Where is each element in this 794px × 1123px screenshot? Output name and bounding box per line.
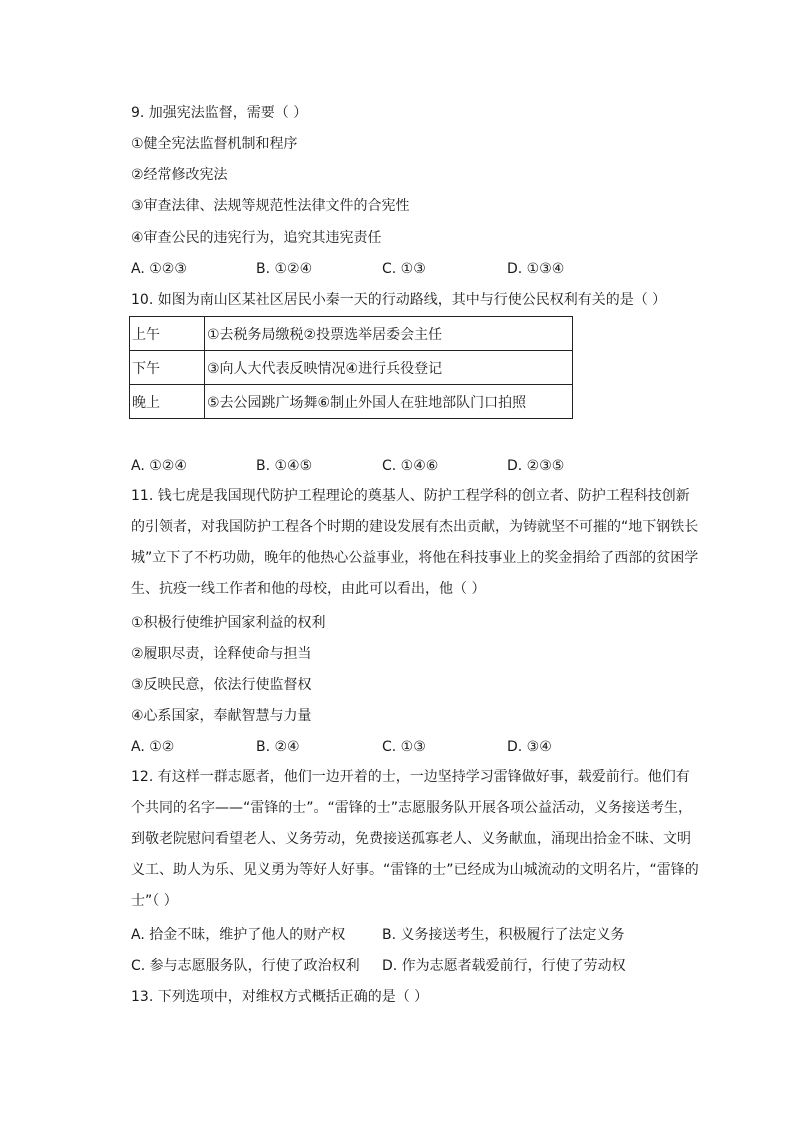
q10-option-b: B. ①④⑤: [256, 458, 313, 474]
table-row: [130, 351, 573, 385]
table-row: [130, 385, 573, 419]
q9-option-a: A. ①②③: [131, 261, 187, 277]
q13-stem: 13. 下列选项中，对维权方式概括正确的是（ ）: [131, 989, 429, 1005]
q11-item-2: ②履职尽责，诠释使命与担当: [131, 646, 312, 662]
q11-item-1: ①积极行使维护国家利益的权利: [131, 615, 326, 631]
time-cell: 晚上: [130, 385, 205, 419]
q11-stem: 11. 钱七虎是我国现代防护工程理论的奠基人、防护工程学科的创立者、防护工程科技创新的引领者，对我国防护工程各个时期的建设发展有杰出贡献，为铸就坚不可摧的“地下钢铁长城”立下了不朽功勋，晚年的他热心公益事业，将他在科技事业上的奖金捐给了西部的贫困学生、抗疫一线工作者和他的母校，由此可以看出，他（ ）: [131, 488, 699, 597]
q12-stem: 12. 有这样一群志愿者，他们一边开着的士，一边坚持学习雷锋做好事，载爱前行。他们有个共同的名字——“雷锋的士”。“雷锋的士”志愿服务队开展各项公益活动，义务接送考生，到敬老院慰问看望老人、义务劳动，免费接送孤寡老人、义务献血，涌现出拾金不昧、文明义工、助人为乐、见义勇为等好人好事。“雷锋的士”已经成为山城流动的文明名片，“雷锋的士”（ ）: [131, 769, 699, 909]
q9-item-4: ④审查公民的违宪行为，追究其违宪责任: [131, 230, 382, 246]
q9-stem: 9. 加强宪法监督，需要（ ）: [131, 105, 308, 121]
activity-cell: ①去税务局缴税②投票选举居委会主任: [205, 317, 573, 351]
q12-option-a: A. 拾金不昧，维护了他人的财产权: [131, 927, 346, 943]
q11-item-4: ④心系国家，奉献智慧与力量: [131, 708, 312, 724]
time-cell: 下午: [130, 351, 205, 385]
q12-option-b: B. 义务接送考生，积极履行了法定义务: [382, 927, 625, 943]
q12-option-d: D. 作为志愿者载爱前行，行使了劳动权: [382, 958, 626, 974]
q9-option-c: C. ①③: [382, 261, 426, 277]
q9-item-1: ①健全宪法监督机制和程序: [131, 136, 298, 152]
q12-option-c: C. 参与志愿服务队，行使了政治权利: [131, 958, 360, 974]
q10-option-a: A. ①②④: [131, 458, 187, 474]
q9-option-b: B. ①②④: [256, 261, 313, 277]
q10-route-table: [129, 316, 573, 419]
q11-item-3: ③反映民意，依法行使监督权: [131, 677, 312, 693]
activity-cell: ⑤去公园跳广场舞⑥制止外国人在驻地部队门口拍照: [205, 385, 573, 419]
q9-item-2: ②经常修改宪法: [131, 167, 228, 183]
q11-option-a: A. ①②: [131, 739, 175, 755]
time-cell: 上午: [130, 317, 205, 351]
q11-option-c: C. ①③: [382, 739, 426, 755]
q11-option-b: B. ②④: [256, 739, 300, 755]
q11-option-d: D. ③④: [507, 739, 552, 755]
q10-option-d: D. ②③⑤: [507, 458, 565, 474]
activity-cell: ③向人大代表反映情况④进行兵役登记: [205, 351, 573, 385]
table-row: [130, 317, 573, 351]
q10-stem: 10. 如图为南山区某社区居民小秦一天的行动路线，其中与行使公民权利有关的是（ ）: [131, 292, 667, 308]
q10-option-c: C. ①④⑥: [382, 458, 439, 474]
q9-item-3: ③审查法律、法规等规范性法律文件的合宪性: [131, 198, 410, 214]
q9-option-d: D. ①③④: [507, 261, 565, 277]
